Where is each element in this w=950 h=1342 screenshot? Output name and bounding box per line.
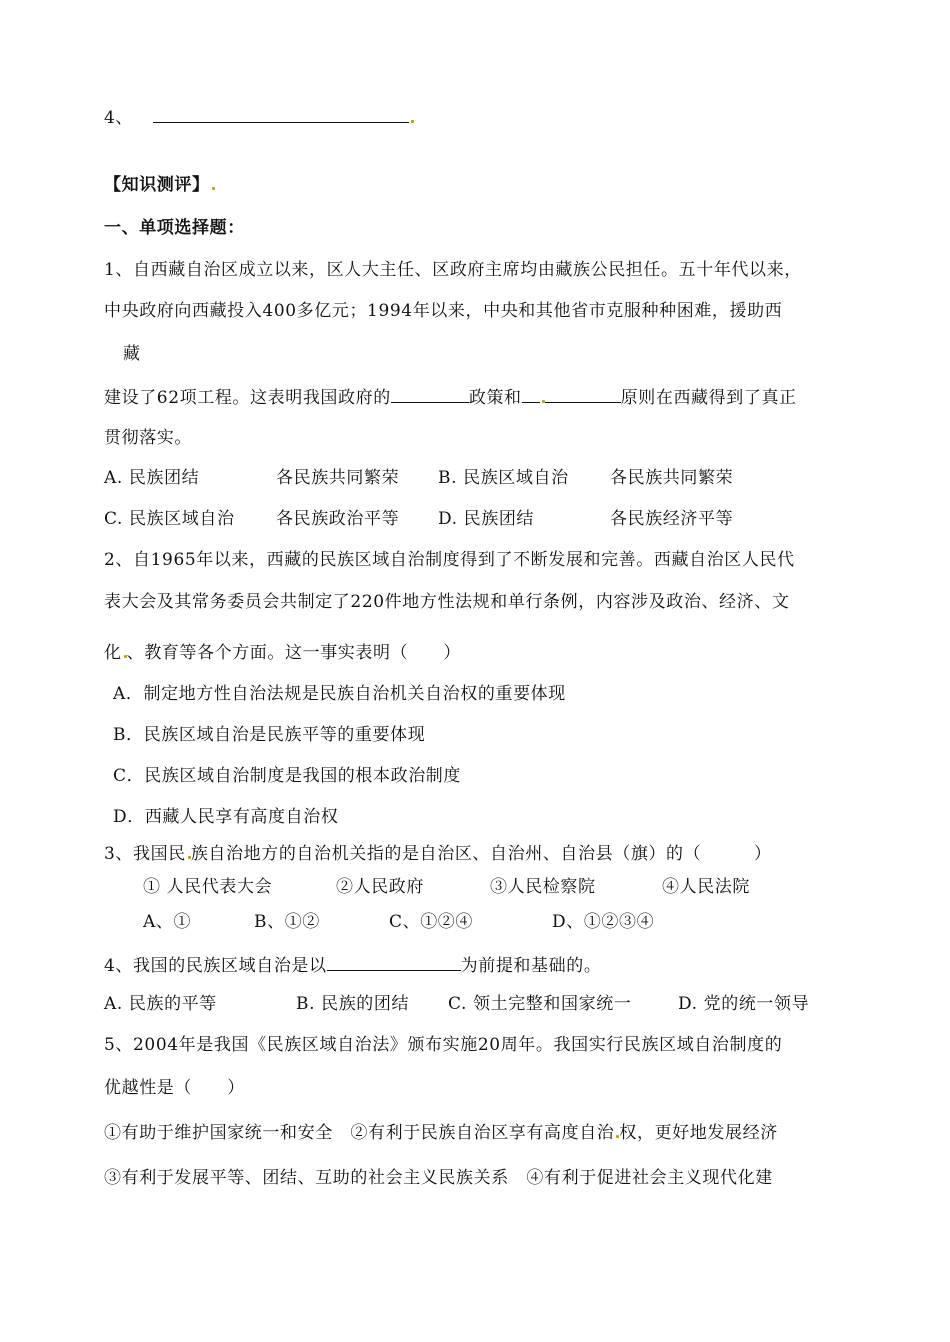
q5-text-a: ①有助于维护国家统一和安全 ②有利于民族自治区享有高度自治 xyxy=(104,1123,615,1143)
mark-dot xyxy=(212,187,215,190)
q3-option-b[interactable]: B、①② xyxy=(254,912,320,932)
q4-text-a: 4、我国的民族区域自治是以 xyxy=(104,956,327,976)
section-title xyxy=(104,173,215,197)
q1-option-d-2: 各民族经济平等 xyxy=(610,509,734,529)
q1-line4 xyxy=(104,384,797,410)
q5-line1: 5、2004年是我国《民族区域自治法》颁布实施20周年。我国实行民族区域自治制度的 xyxy=(104,1035,783,1055)
q2-option-d[interactable]: D．西藏人民享有高度自治权 xyxy=(113,807,339,827)
q1-blank-2a[interactable] xyxy=(522,384,540,403)
q1-option-b-2: 各民族共同繁荣 xyxy=(610,468,734,488)
q5-line3 xyxy=(104,1121,778,1145)
q1-blank-1[interactable] xyxy=(391,384,469,403)
q1-option-b[interactable]: B. 民族区域自治 xyxy=(438,468,569,488)
q3-option-d[interactable]: D、①②③④ xyxy=(552,912,655,932)
q2-text-b: 、教育等各个方面。这一事实表明（ ） xyxy=(126,643,462,663)
q3-item-2: ②人民政府 xyxy=(336,877,424,897)
q1-blank-2b[interactable] xyxy=(545,384,621,403)
q2-line1: 2、自1965年以来，西藏的民族区域自治制度得到了不断发展和完善。西藏自治区人民代 xyxy=(104,550,795,570)
q4-blank[interactable] xyxy=(327,952,461,971)
section-title-text: 【知识测评】 xyxy=(104,175,210,195)
q4-option-c[interactable]: C. 领土完整和国家统一 xyxy=(448,994,632,1014)
q2-option-c[interactable]: C．民族区域自治制度是我国的根本政治制度 xyxy=(113,766,462,786)
q1-line3: 藏 xyxy=(123,344,141,364)
q1-line2: 中央政府向西藏投入400多亿元；1994年以来，中央和其他省市克服种种困难，援助西 xyxy=(104,301,783,321)
q2-text-a: 化 xyxy=(104,643,122,663)
q4-option-a[interactable]: A. 民族的平等 xyxy=(104,994,217,1014)
q1-option-a-2: 各民族共同繁荣 xyxy=(276,468,400,488)
q3-text-b: 族自治地方的自治机关指的是自治区、自治州、自治县（旗）的（ ） xyxy=(190,844,772,864)
q1-line5: 贯彻落实。 xyxy=(104,428,192,448)
q3-line1 xyxy=(104,842,772,866)
q1-option-c-2: 各民族政治平等 xyxy=(276,509,400,529)
item-number: 4、 xyxy=(104,108,134,128)
q1-option-c[interactable]: C. 民族区域自治 xyxy=(104,509,235,529)
q2-line3 xyxy=(104,641,461,665)
q2-option-b[interactable]: B．民族区域自治是民族平等的重要体现 xyxy=(113,725,426,745)
q1-option-d[interactable]: D. 民族团结 xyxy=(438,509,535,529)
fill-item-4 xyxy=(104,104,414,130)
q1-text-a: 建设了62项工程。这表明我国政府的 xyxy=(104,388,391,408)
answer-blank[interactable] xyxy=(153,104,409,123)
q2-option-a[interactable]: A．制定地方性自治法规是民族自治机关自治权的重要体现 xyxy=(113,684,566,704)
q4-line1 xyxy=(104,952,601,978)
q3-option-c[interactable]: C、①②④ xyxy=(389,912,474,932)
mark-dot xyxy=(411,120,414,123)
q4-text-b: 为前提和基础的。 xyxy=(460,956,602,976)
q1-option-a[interactable]: A. 民族团结 xyxy=(104,468,200,488)
q1-line1: 1、自西藏自治区成立以来，区人大主任、区政府主席均由藏族公民担任。五十年代以来， xyxy=(104,260,802,280)
q5-text-b: 权，更好地发展经济 xyxy=(619,1123,778,1143)
q3-item-4: ④人民法院 xyxy=(662,877,750,897)
q3-text-a: 3、我国民 xyxy=(104,844,186,864)
q5-line4: ③有利于发展平等、团结、互助的社会主义民族关系 ④有利于促进社会主义现代化建 xyxy=(104,1168,773,1188)
q1-text-c: 原则在西藏得到了真正 xyxy=(620,388,797,408)
q4-option-d[interactable]: D. 党的统一领导 xyxy=(678,994,810,1014)
q2-line2: 表大会及其常务委员会共制定了220件地方性法规和单行条例，内容涉及政治、经济、文 xyxy=(104,592,790,612)
q5-line2: 优越性是（ ） xyxy=(104,1078,245,1098)
q3-option-a[interactable]: A、① xyxy=(143,912,192,932)
q3-item-3: ③人民检察院 xyxy=(490,877,596,897)
q4-option-b[interactable]: B. 民族的团结 xyxy=(296,994,410,1014)
part-title: 一、单项选择题： xyxy=(104,218,245,238)
q3-item-1: ① 人民代表大会 xyxy=(143,877,273,897)
q1-text-b: 政策和 xyxy=(468,388,522,408)
